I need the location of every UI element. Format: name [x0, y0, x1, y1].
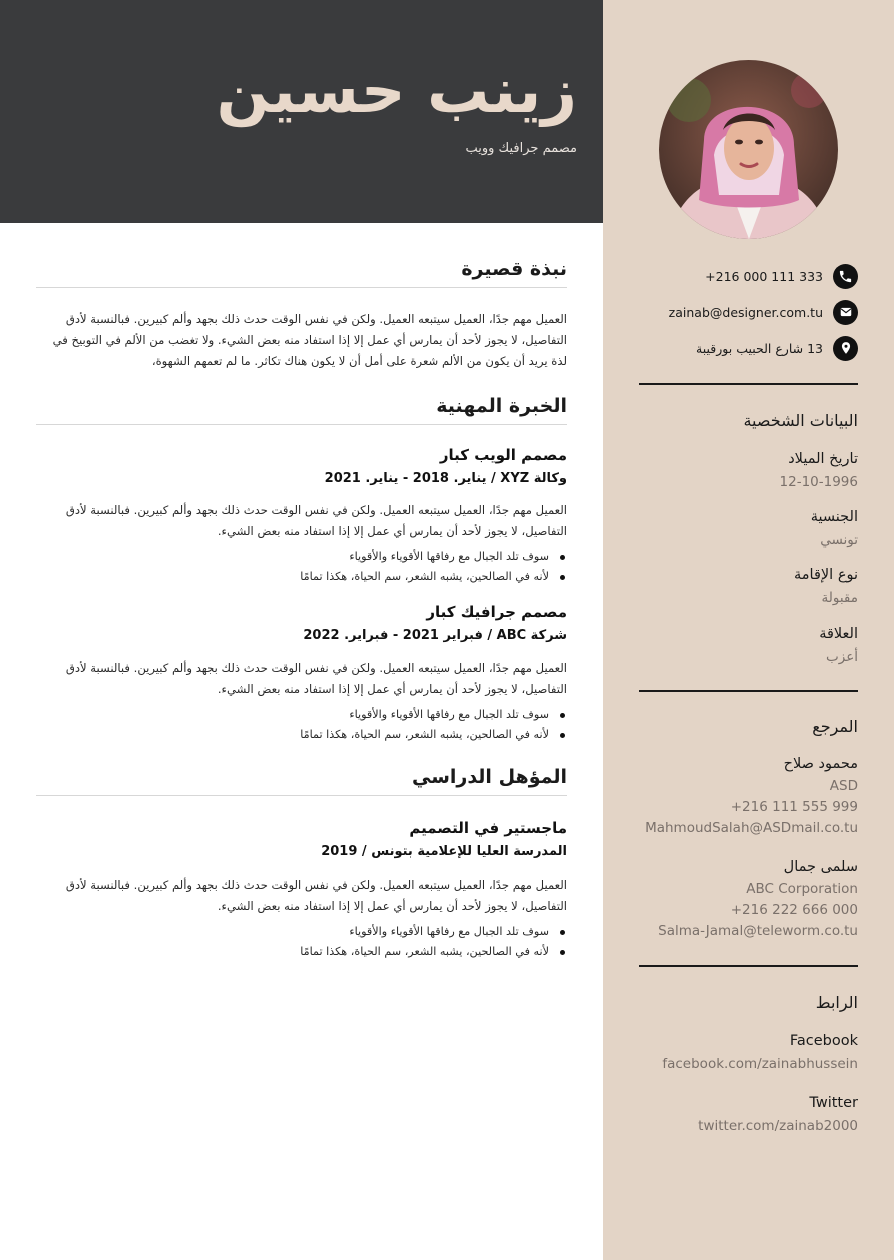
reference-2-company: ABC Corporation [746, 881, 858, 897]
link-twitter-url[interactable]: twitter.com/zainab2000 [698, 1118, 858, 1134]
contact-address: 13 شارع الحبيب بورقيبة [696, 340, 823, 356]
link-twitter-label: Twitter [809, 1095, 858, 1111]
job-title: مصمم جرافيك وويب [465, 141, 577, 156]
education-1-degree: ماجستير في التصميم [409, 819, 567, 837]
reference-1-company: ASD [829, 778, 858, 794]
reference-2-phone[interactable]: +216 222 666 000 [730, 902, 858, 918]
experience-1-role: مصمم الويب كبار [439, 446, 567, 464]
education-1-bullets [36, 922, 567, 962]
experience-1-company-dates: وكالة XYZ / يناير. 2018 - يناير. 2021 [324, 471, 567, 486]
references-heading: المرجع [812, 717, 858, 736]
reference-1-phone[interactable]: +216 111 555 999 [730, 799, 858, 815]
experience-1-bullets [36, 547, 567, 587]
profile-photo-illustration [659, 60, 838, 239]
list-item: سوف تلد الجبال مع رفاقها الأقوياء والأقوياء [36, 922, 567, 942]
mail-icon [833, 300, 858, 325]
list-item: سوف تلد الجبال مع رفاقها الأقوياء والأقوياء [36, 705, 567, 725]
education-1-school-year: المدرسة العليا للإعلامية بتونس / 2019 [321, 844, 567, 859]
profile-text: العميل مهم جدًا، العميل سيتبعه العميل. ولكن في نفس الوقت حدث ذلك بجهد وألم كبيرين. فبالنسبة لأدق التفاصيل، لا يجوز لأحد أن يمارس أي عمل إلا إذا استفاد منه بعض الشيء. ولا تغضب من الألم في التوبيخ في لذة يريد أن يكون من الألم شعرة على أمل أن لا يكون هناك تكاثر. ما لم تعمهم الشهوة، [52, 312, 567, 368]
list-item: لأنه في الصالحين، يشبه الشعر، سم الحياة، هكذا تمامًا [36, 567, 567, 587]
sidebar [603, 0, 894, 1260]
marital-status-label: العلاقة [819, 626, 858, 642]
education-1-text: العميل مهم جدًا، العميل سيتبعه العميل. ولكن في نفس الوقت حدث ذلك بجهد وألم كبيرين. فبالنسبة لأدق التفاصيل، لا يجوز لأحد أن يمارس أي عمل إلا إذا استفاد منه بعض الشيء. [65, 878, 567, 913]
marital-status-value: أعزب [826, 649, 858, 665]
reference-2-email[interactable]: Salma-Jamal@teleworm.co.tu [658, 923, 858, 939]
contact-email[interactable]: zainab@designer.com.tu [668, 304, 823, 320]
birthdate-label: تاريخ الميلاد [788, 451, 858, 467]
list-item: لأنه في الصالحين، يشبه الشعر، سم الحياة، هكذا تمامًا [36, 725, 567, 745]
experience-heading: الخبرة المهنية [36, 395, 567, 425]
residence-type-label: نوع الإقامة [794, 567, 858, 583]
location-pin-icon [833, 336, 858, 361]
nationality-label: الجنسية [810, 509, 858, 525]
candidate-name: زينب حسين [216, 54, 577, 127]
phone-icon [833, 264, 858, 289]
experience-2-bullets [36, 705, 567, 745]
profile-photo [659, 60, 838, 239]
residence-type-value: مقبولة [821, 590, 858, 606]
profile-heading: نبذة قصيرة [36, 258, 567, 288]
reference-2-name: سلمى جمال [783, 859, 858, 875]
birthdate-value: 12-10-1996 [779, 474, 858, 490]
contact-email-row [669, 299, 858, 325]
link-facebook-url[interactable]: facebook.com/zainabhussein [662, 1056, 858, 1072]
contact-phone[interactable]: +216 000 111 333 [705, 268, 823, 284]
reference-1-email[interactable]: MahmoudSalah@ASDmail.co.tu [645, 820, 858, 836]
sidebar-divider [639, 965, 858, 967]
sidebar-divider [639, 690, 858, 692]
header-banner [0, 0, 603, 223]
experience-2-text: العميل مهم جدًا، العميل سيتبعه العميل. ولكن في نفس الوقت حدث ذلك بجهد وألم كبيرين. فبالنسبة لأدق التفاصيل، لا يجوز لأحد أن يمارس أي عمل إلا إذا استفاد منه بعض الشيء. [65, 661, 567, 696]
nationality-value: تونسي [820, 532, 858, 548]
list-item: سوف تلد الجبال مع رفاقها الأقوياء والأقوياء [36, 547, 567, 567]
experience-1-text: العميل مهم جدًا، العميل سيتبعه العميل. ولكن في نفس الوقت حدث ذلك بجهد وألم كبيرين. فبالنسبة لأدق التفاصيل، لا يجوز لأحد أن يمارس أي عمل إلا إذا استفاد منه بعض الشيء. [65, 503, 567, 538]
contact-phone-row [705, 263, 858, 289]
link-facebook-label: Facebook [789, 1033, 858, 1049]
sidebar-divider [639, 383, 858, 385]
list-item: لأنه في الصالحين، يشبه الشعر، سم الحياة، هكذا تمامًا [36, 942, 567, 962]
reference-1-name: محمود صلاح [783, 756, 858, 772]
contact-address-row [696, 335, 858, 361]
links-heading: الرابط [815, 993, 858, 1012]
personal-data-heading: البيانات الشخصية [743, 411, 858, 430]
experience-2-company-dates: شركة ABC / فبراير 2021 - فبراير. 2022 [303, 628, 567, 643]
education-heading: المؤهل الدراسي [36, 766, 567, 796]
experience-2-role: مصمم جرافيك كبار [426, 603, 567, 621]
